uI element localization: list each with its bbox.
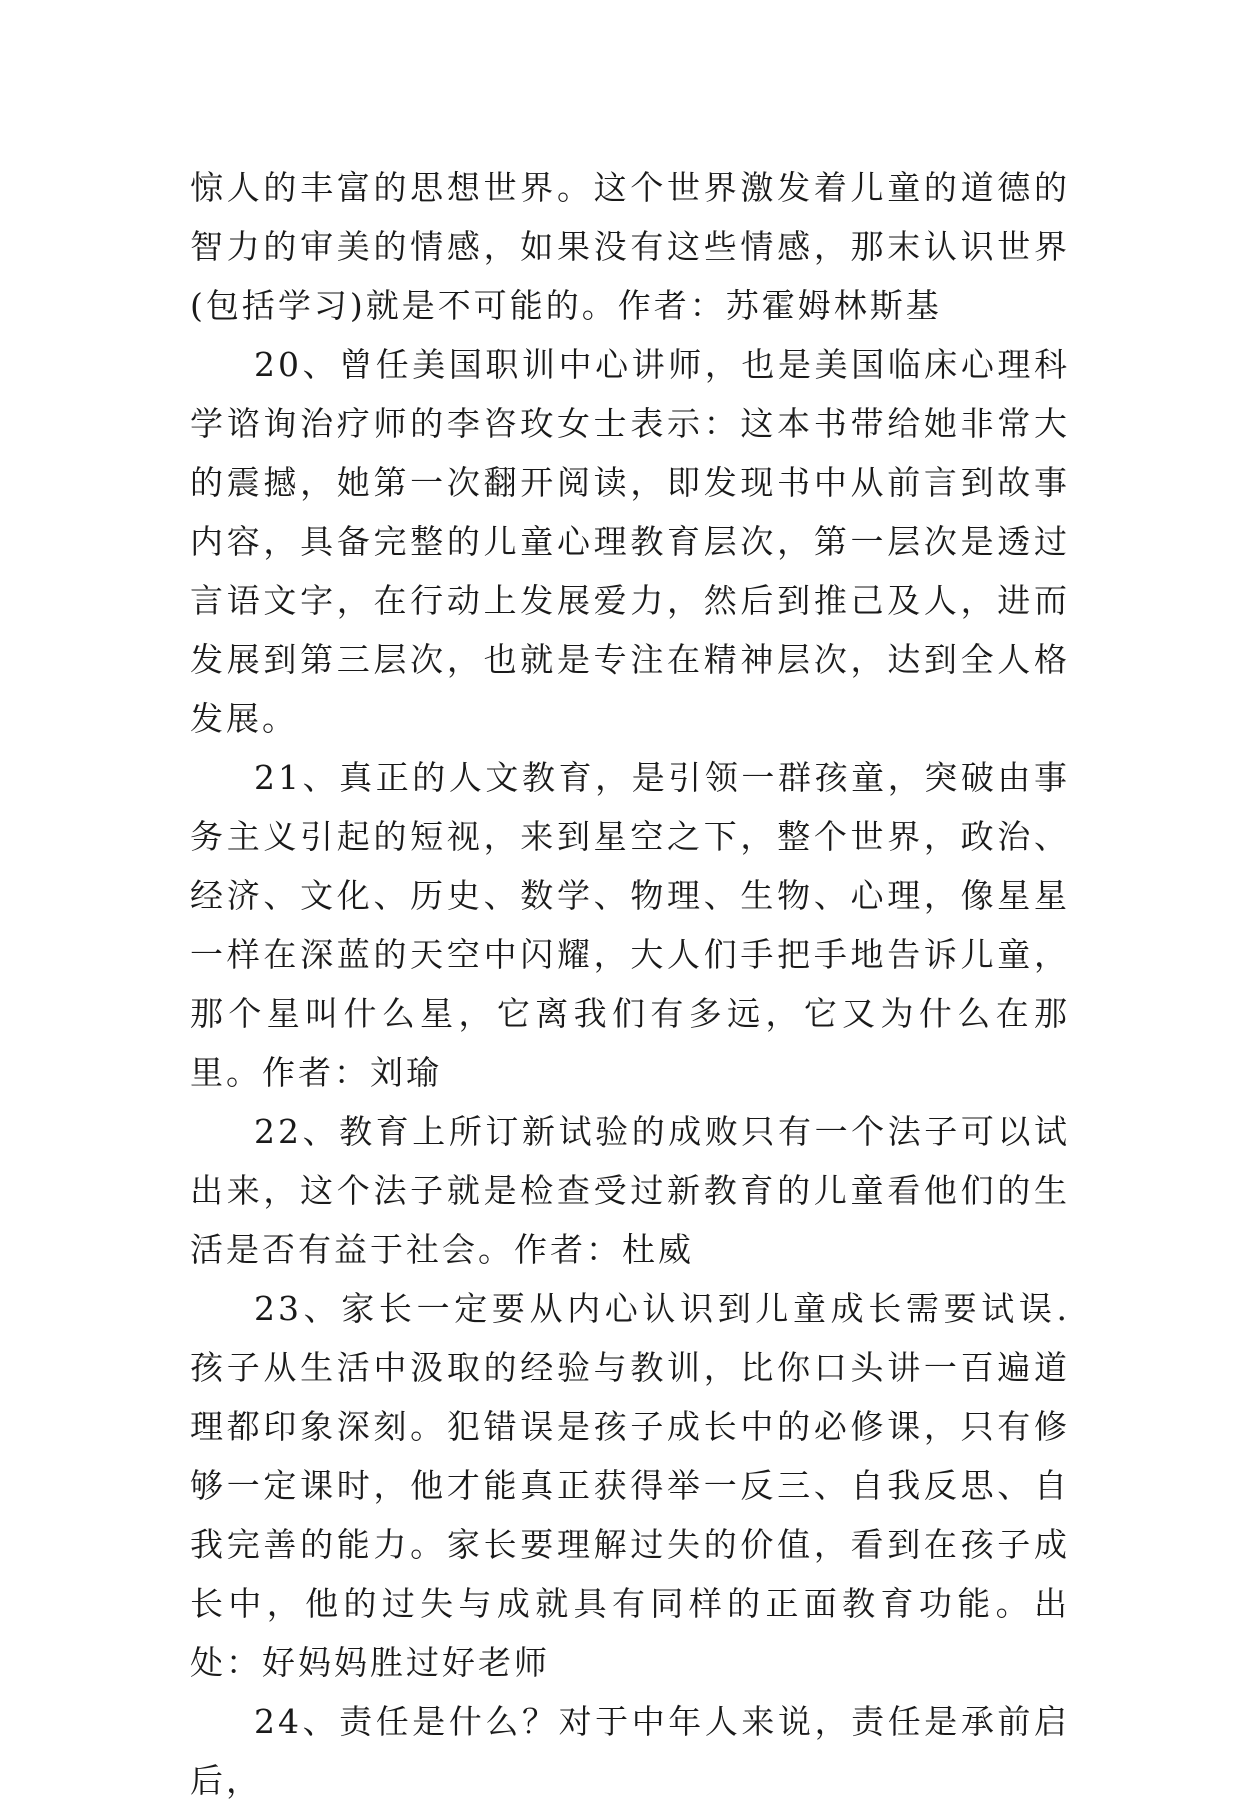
paragraph-22: 22、教育上所订新试验的成败只有一个法子可以试出来，这个法子就是检查受过新教育的儿童看他们的生活是否有益于社会。作者：杜威 xyxy=(190,1112,1070,1269)
paragraph-continuation: 惊人的丰富的思想世界。这个世界激发着儿童的道德的智力的审美的情感，如果没有这些情感，那末认识世界(包括学习)就是不可能的。作者：苏霍姆林斯基 xyxy=(190,168,1070,325)
paragraph-21: 21、真正的人文教育，是引领一群孩童，突破由事务主义引起的短视，来到星空之下，整个世界，政治、经济、文化、历史、数学、物理、生物、心理，像星星一样在深蓝的天空中闪耀，大人们手把手地告诉儿童，那个星叫什么星，它离我们有多远，它又为什么在那里。作者：刘瑜 xyxy=(190,758,1070,1092)
paragraph-20: 20、曾任美国职训中心讲师，也是美国临床心理科学谘询治疗师的李咨玫女士表示：这本书带给她非常大的震撼，她第一次翻开阅读，即发现书中从前言到故事内容，具备完整的儿童心理教育层次，第一层次是透过言语文字，在行动上发展爱力，然后到推己及人，进而发展到第三层次，也就是专注在精神层次，达到全人格发展。 xyxy=(190,345,1070,738)
paragraph-23: 23、家长一定要从内心认识到儿童成长需要试误.孩子从生活中汲取的经验与教训，比你口头讲一百遍道理都印象深刻。犯错误是孩子成长中的必修课，只有修够一定课时，他才能真正获得举一反三、自我反思、自我完善的能力。家长要理解过失的价值，看到在孩子成长中，他的过失与成就具有同样的正面教育功能。出处：好妈妈胜过好老师 xyxy=(190,1289,1070,1682)
body-text xyxy=(190,158,1070,1810)
paragraph-24: 24、责任是什么？对于中年人来说，责任是承前启后， xyxy=(190,1702,1070,1800)
